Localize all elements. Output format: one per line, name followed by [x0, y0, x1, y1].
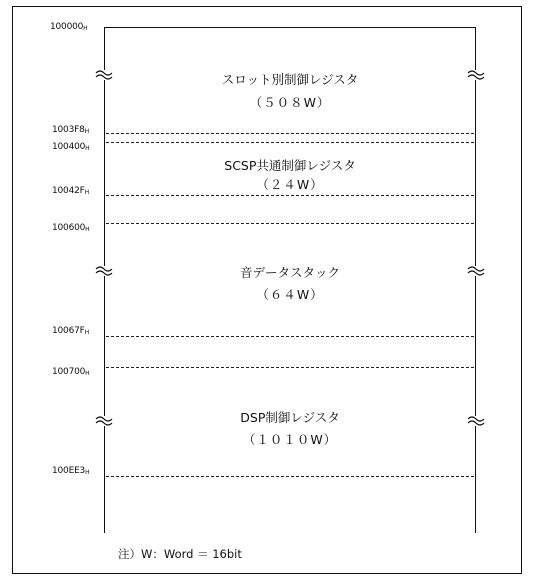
boundary-line-100ee3	[106, 476, 474, 477]
address-label-100ee3: 100EE3H	[52, 466, 90, 476]
address-label-100400: 100400H	[52, 142, 90, 152]
region-size-slot-control: （５０８W）	[249, 95, 331, 110]
region-name-sound-stack: 音データスタック	[239, 265, 340, 280]
break-mark-left-2	[95, 263, 113, 279]
region-size-sound-stack: （６４W）	[256, 287, 324, 302]
address-label-10067f: 10067FH	[52, 326, 89, 336]
boundary-line-10042f	[106, 195, 474, 196]
break-mark-right-2	[467, 263, 485, 279]
break-mark-left-1	[95, 67, 113, 83]
word-size-note: 注）W：Word ＝ 16bit	[118, 547, 242, 561]
region-name-dsp-control: DSP制御レジスタ	[240, 410, 340, 425]
address-label-100000: 100000H	[50, 22, 88, 32]
address-label-10042f: 10042FH	[52, 186, 89, 196]
boundary-line-100400	[106, 142, 474, 143]
boundary-line-10067f	[106, 336, 474, 337]
break-mark-right-3	[467, 413, 485, 429]
region-name-slot-control: スロット別制御レジスタ	[221, 72, 359, 87]
address-label-1003f8: 1003F8H	[52, 125, 89, 135]
region-name-scsp-common: SCSP共通制御レジスタ	[224, 158, 356, 173]
boundary-line-100600	[106, 223, 474, 224]
break-mark-right-1	[467, 67, 485, 83]
address-label-100700: 100700H	[52, 367, 90, 377]
address-label-100600: 100600H	[52, 223, 90, 233]
region-size-dsp-control: （１０１０W）	[242, 432, 338, 447]
boundary-line-100700	[106, 367, 474, 368]
boundary-line-1003f8	[106, 133, 474, 134]
break-mark-left-3	[95, 413, 113, 429]
region-size-scsp-common: （２４W）	[256, 177, 324, 192]
